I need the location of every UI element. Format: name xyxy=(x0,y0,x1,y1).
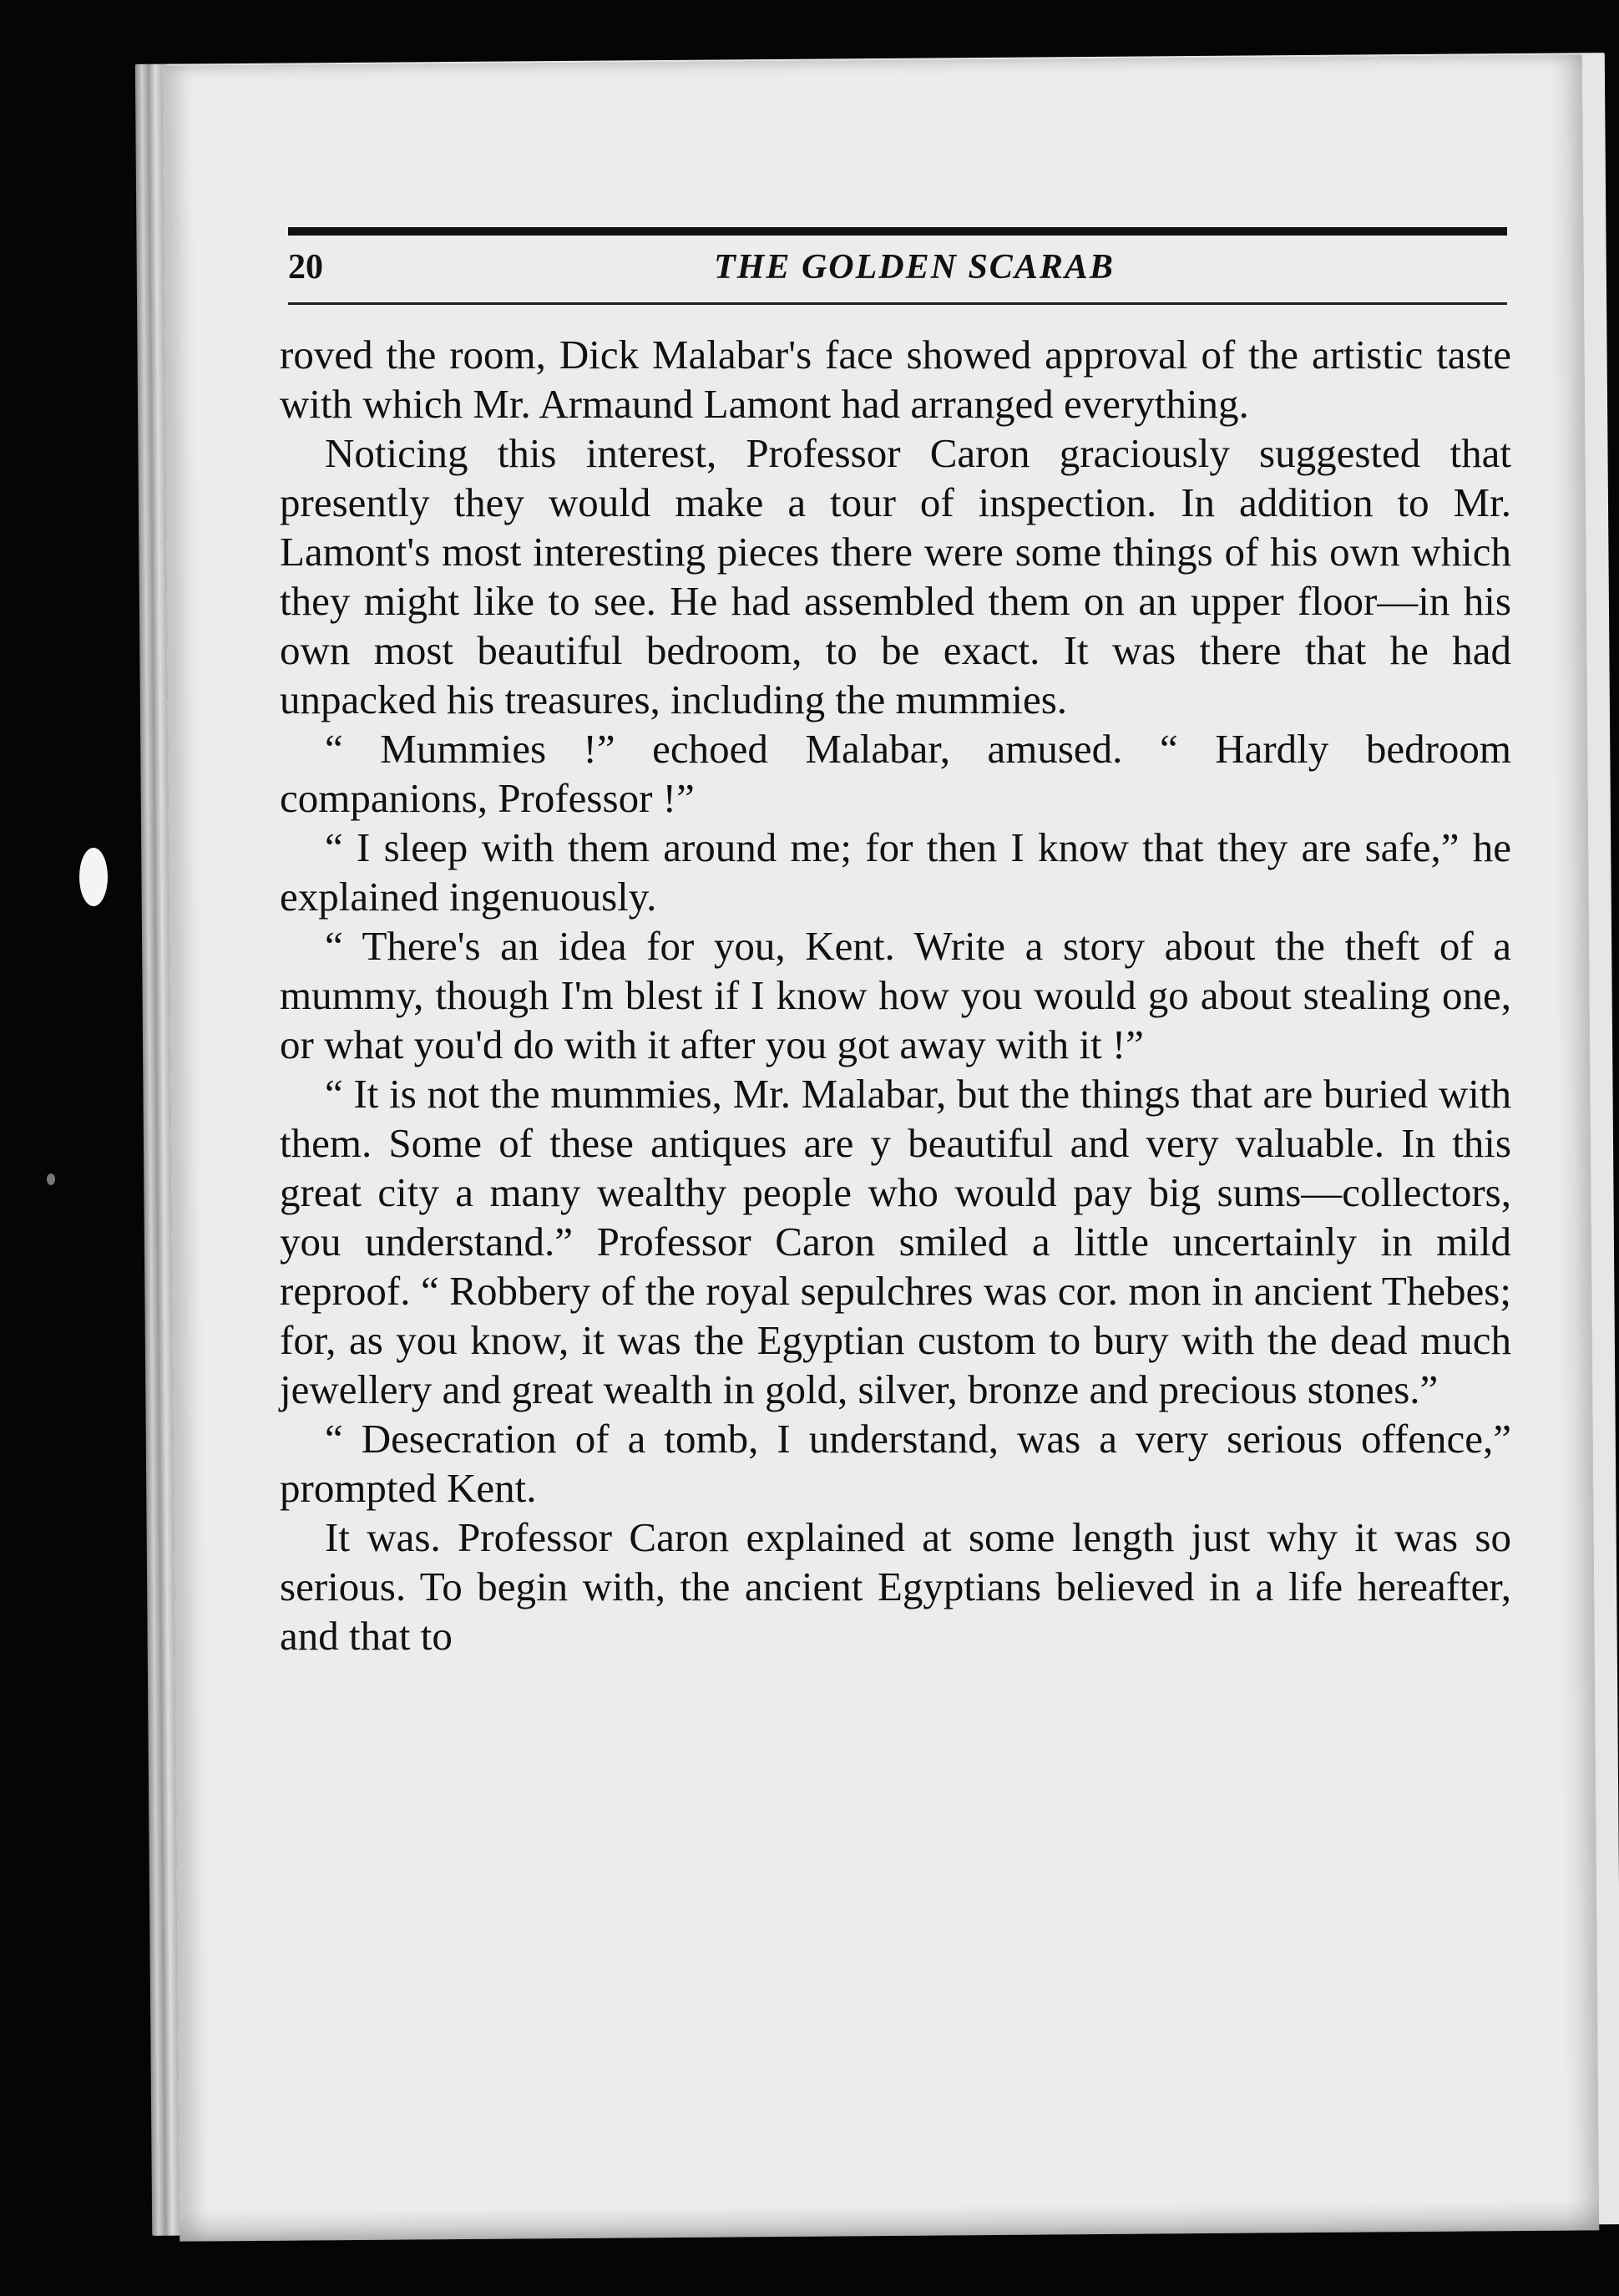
paragraph: “ Desecration of a tomb, I understand, was a very serious offence,” prompted Kent. xyxy=(280,1416,1511,1511)
header-bottom-rule xyxy=(288,302,1507,305)
scan-speck xyxy=(47,1173,55,1185)
header-top-rule xyxy=(288,227,1507,236)
paragraph: “ It is not the mummies, Mr. Malabar, but the things that are buried with them. Some of these antiques are y beautiful and very valuable. In this great city a many wealthy people who would pay big sums—collectors, you understand.” Professor Caron smiled a little uncertainly in mild reproof. “ Robbery of the royal sepulchres was cor. mon in ancient Thebes; for, as you know, it was the Egyptian custom to bury with the dead much jewellery and great wealth in gold, silver, bronze and precious stones.” xyxy=(280,1071,1511,1412)
page-number: 20 xyxy=(288,248,323,286)
scan-speck xyxy=(79,848,108,906)
paragraph: “ There's an idea for you, Kent. Write a story about the theft of a mummy, though I'm blest if I know how you would go about stealing one, or what you'd do with it after you got away with it !” xyxy=(280,923,1511,1067)
paragraph: roved the room, Dick Malabar's face showed approval of the artistic taste with which Mr. Armaund Lamont had arranged everything. xyxy=(280,332,1511,427)
page-header xyxy=(288,227,1507,319)
paragraph: “ Mummies !” echoed Malabar, amused. “ Hardly bedroom companions, Professor !” xyxy=(280,726,1511,821)
page-bottom-shadow xyxy=(180,2200,1599,2241)
running-title: THE GOLDEN SCARAB xyxy=(714,248,1115,286)
paragraph: It was. Professor Caron explained at some length just why it was so serious. To begin with, the ancient Egyptians believed in a life hereafter, and that to xyxy=(280,1514,1511,1659)
paragraph: “ I sleep with them around me; for then I know that they are safe,” he explained ingenuously. xyxy=(280,824,1511,920)
paragraph: Noticing this interest, Professor Caron graciously suggested that presently they would make a tour of inspection. In addition to Mr. Lamont's most interesting pieces there were some things of his own which they might like to see. He had assembled them on an upper floor—in his own most beautiful bedroom, to be exact. It was there that he had unpacked his treasures, including the mummies. xyxy=(280,430,1511,722)
body-text xyxy=(280,330,1511,1660)
